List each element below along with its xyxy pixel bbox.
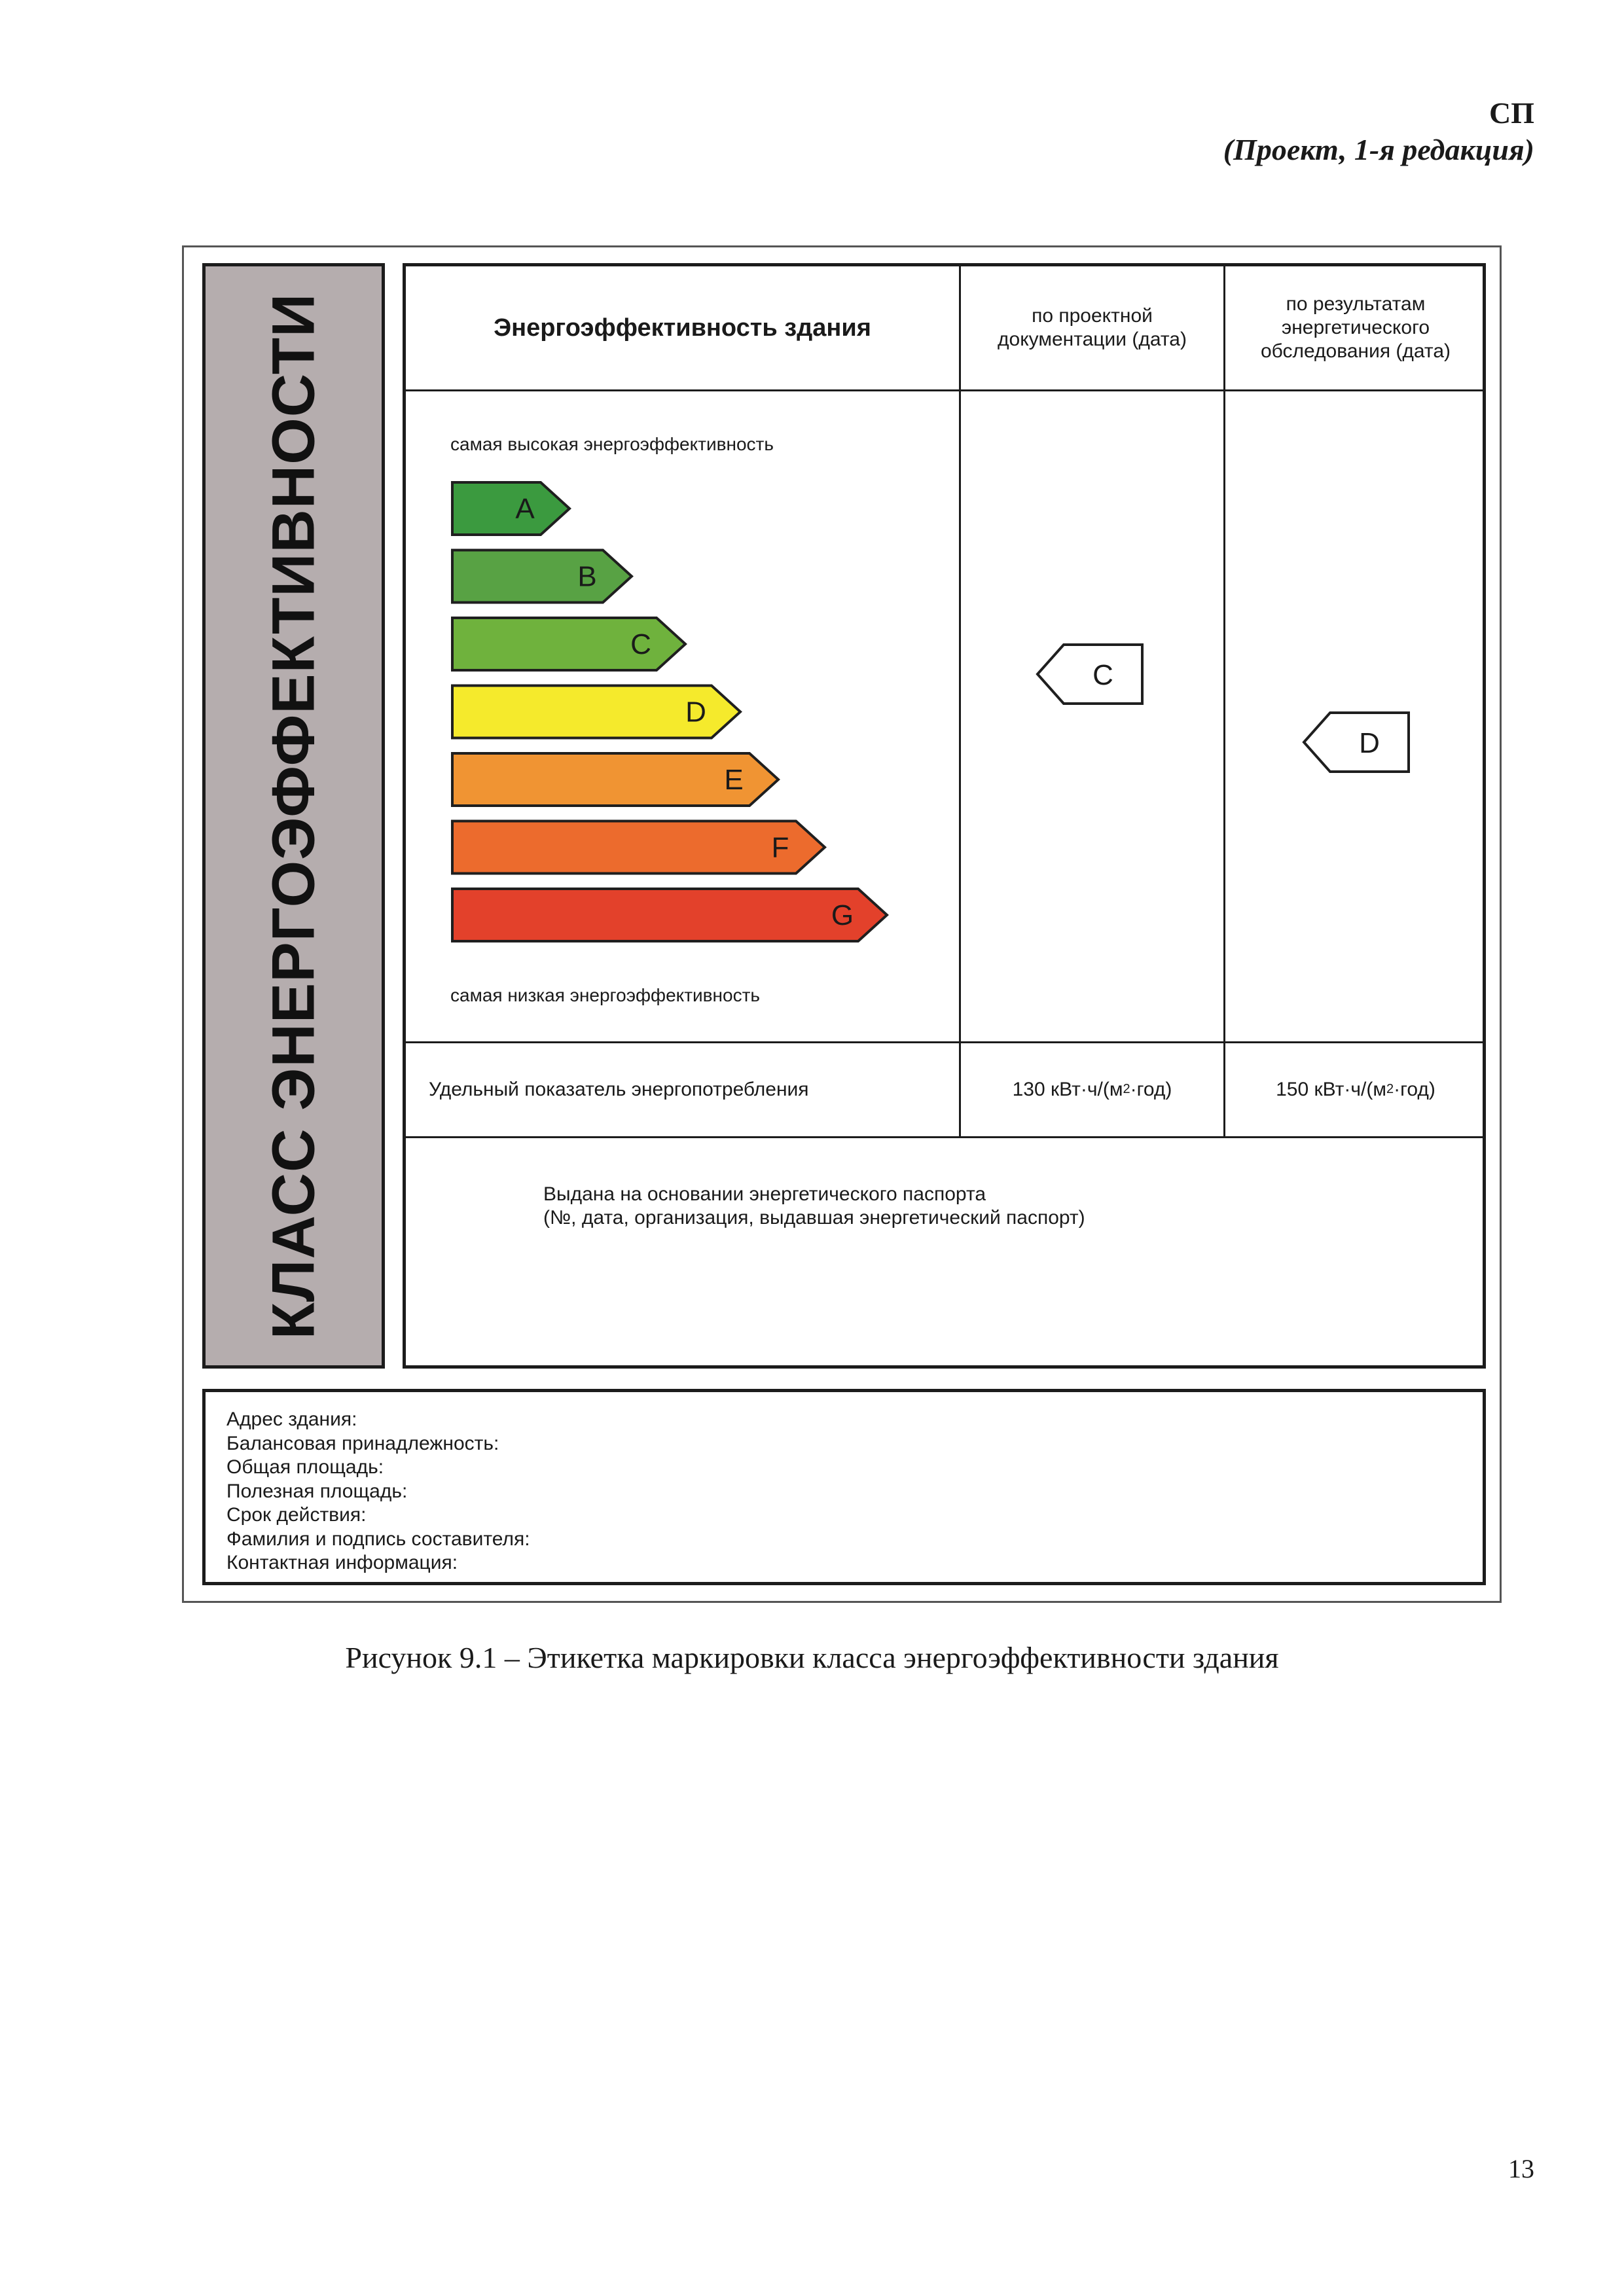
issued-line-1: Выдана на основании энергетического паспорта [543, 1183, 986, 1205]
building-info-box [202, 1389, 1486, 1585]
class-arrow-g [452, 889, 887, 941]
document-edition: (Проект, 1-я редакция) [1223, 133, 1534, 166]
metric-unit: кВт·ч/(м [1314, 1078, 1386, 1100]
energy-class-scale [406, 266, 1483, 1039]
info-field: Адрес здания: [226, 1408, 357, 1430]
metric-value-survey [1225, 1043, 1486, 1136]
metric-unit-suffix: ·год) [1394, 1078, 1435, 1100]
class-letter-c: C [630, 628, 651, 660]
design-class-marker-letter: C [1092, 659, 1113, 691]
vertical-title: КЛАСС ЭНЕРГОЭФФЕКТИВНОСТИ [260, 293, 327, 1339]
class-arrow-b [452, 550, 632, 603]
class-arrow-f [452, 821, 825, 874]
class-letter-f: F [771, 831, 789, 864]
scale-top-note: самая высокая энергоэффективность [450, 434, 774, 454]
metric-unit-suffix: ·год) [1130, 1078, 1172, 1100]
info-field: Полезная площадь: [226, 1480, 408, 1502]
info-field: Балансовая принадлежность: [226, 1432, 499, 1454]
class-letter-g: G [831, 899, 854, 931]
document-code: СП [1489, 96, 1534, 130]
row-divider [406, 1136, 1483, 1138]
info-field: Общая площадь: [226, 1456, 384, 1478]
class-letter-d: D [685, 696, 706, 728]
info-field: Фамилия и подпись составителя: [226, 1528, 530, 1550]
page-number: 13 [1508, 2154, 1534, 2183]
class-letter-e: E [724, 764, 744, 796]
vertical-title-band [202, 263, 385, 1369]
info-field: Срок действия: [226, 1504, 367, 1526]
metric-value-design [961, 1043, 1223, 1136]
class-arrow-a [452, 482, 569, 535]
issued-line-2: (№, дата, организация, выдавшая энергетический паспорт) [543, 1207, 1085, 1229]
survey-class-marker-letter: D [1359, 727, 1380, 759]
metric-unit-power: 2 [1123, 1082, 1130, 1096]
figure-caption: Рисунок 9.1 – Этикетка маркировки класса энергоэффективности здания [345, 1641, 1279, 1674]
issued-basis [543, 1183, 1085, 1230]
metric-design-number: 130 [1012, 1078, 1045, 1100]
survey-class-marker [1304, 713, 1409, 772]
column-header-design: по проектной документации (дата) [998, 305, 1187, 350]
column-header-survey: по результатам энергетического обследования (дата) [1260, 293, 1451, 362]
metric-unit: кВт·ч/(м [1051, 1078, 1123, 1100]
class-letter-b: B [577, 560, 597, 593]
design-class-marker [1038, 645, 1142, 704]
info-field: Контактная информация: [226, 1552, 458, 1573]
energy-label-grid [403, 263, 1486, 1369]
class-letter-a: A [515, 493, 535, 525]
metric-unit-power: 2 [1386, 1082, 1394, 1096]
metric-label: Удельный показатель энергопотребления [429, 1078, 809, 1100]
scale-bottom-note: самая низкая энергоэффективность [450, 985, 761, 1005]
table-title: Энергоэффективность здания [494, 314, 871, 342]
metric-survey-number: 150 [1276, 1078, 1309, 1100]
